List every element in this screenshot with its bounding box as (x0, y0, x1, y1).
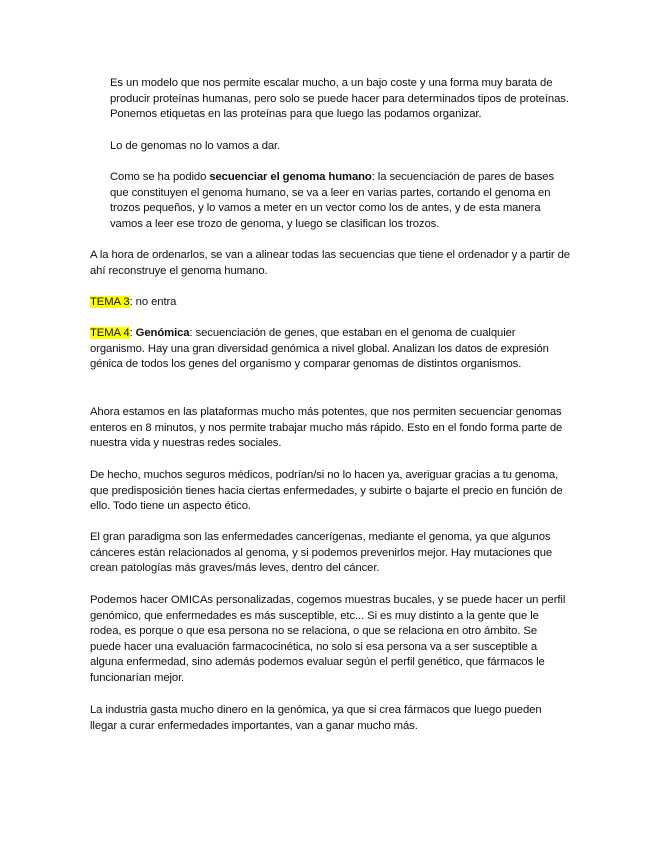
paragraph-paradigma-cancer: El gran paradigma son las enfermedades cancerígenas, mediante el genoma, ya que algunos cánceres están relacionados al genoma, y si podemos prevenirlos mejor. Hay mutaciones que crean patologías más graves/más leves, dentro del cáncer. (90, 531, 553, 575)
paragraph-seguros-medicos: De hecho, muchos seguros médicos, podrían/si no lo hacen ya, averiguar gracias a tu genoma, que predisposición tienes hacia ciertas enfermedades, y subirte o bajarte el precio en función de ello. Todo tiene un aspecto ético. (90, 469, 563, 513)
paragraph-secuenciar-suffix: : la secuenciación de pares de bases que constituyen el genoma humano, se va a leer en varias partes, cortando el genoma en trozos pequeños, y lo vamos a meter en un vector como los de antes, y de esta manera vamos a leer ese trozo de genoma, y luego se clasifican los trozos. (110, 171, 555, 230)
paragraph-plataformas: Ahora estamos en las plataformas mucho más potentes, que nos permiten secuenciar genomas enteros en 8 minutos, y nos permite trabajar mucho más rápido. Esto en el fondo forma parte de nuestra vida y nuestras redes sociales. (90, 406, 563, 450)
paragraph-omicas: Podemos hacer OMICAs personalizadas, cogemos muestras bucales, y se puede hacer un perfil genómico, que enfermedades es más susceptible, etc... Si es muy distinto a la gente que le rodea, es porque o que esa persona no se relaciona, o que se relaciona en otro ámbito. Se puede hacer una evaluación farmacocinética, no solo si esa persona va a ser susceptible a alguna enfermedad, sino además podemos evaluar según el perfil genético, que fármacos le funcionarían mejor. (90, 594, 566, 684)
bold-genomica: Genómica (135, 327, 190, 339)
paragraph-secuenciar-prefix: Como se ha podido (110, 171, 210, 183)
tema-4-separator: : (129, 327, 136, 339)
tema-3-text: : no entra (129, 296, 177, 308)
tema-4-text: : secuenciación de genes, que estaban en el genoma de cualquier organismo. Hay una gran diversidad genómica a nivel global. Analizan los datos de expresión génica de todos los genes del organismo y comparar genomas de distintos organismos. (90, 327, 549, 371)
paragraph-genomas-no: Lo de genomas no lo vamos a dar. (110, 140, 281, 152)
paragraph-secuenciar-genoma (110, 170, 570, 232)
paragraph-modelo-proteinas: Es un modelo que nos permite escalar mucho, a un bajo coste y una forma muy barata de producir proteínas humanas, pero solo se puede hacer para determinados tipos de proteínas. Ponemos etiquetas en las proteínas para que luego las podamos organizar. (110, 77, 569, 121)
paragraph-industria: La industria gasta mucho dinero en la genómica, ya que si crea fármacos que luego pueden llegar a curar enfermedades importantes, van a ganar mucho más. (90, 704, 542, 732)
paragraph-ordenarlos: A la hora de ordenarlos, se van a alinear todas las secuencias que tiene el ordenador y a partir de ahí reconstruye el genoma humano. (90, 249, 570, 277)
highlight-tema-3: TEMA 3 (90, 296, 130, 308)
paragraph-tema-3 (90, 295, 570, 311)
paragraph-tema-4 (90, 326, 570, 373)
highlight-tema-4: TEMA 4 (90, 327, 130, 339)
bold-secuenciar-genoma-humano: secuenciar el genoma humano (209, 171, 372, 183)
